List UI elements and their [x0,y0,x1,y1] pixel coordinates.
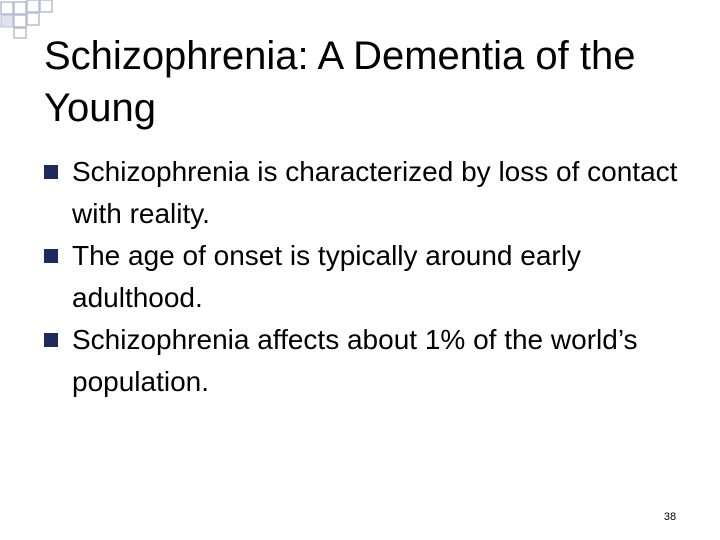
square-bullet-icon [44,165,58,179]
bullet-item [0,319,720,403]
bullet-list [0,151,720,403]
bullet-text: Schizophrenia is characterized by loss of contact with reality. [72,156,678,229]
square-bullet-icon [44,249,58,263]
slide-title: Schizophrenia: A Dementia of the Young [44,34,636,130]
bullet-item [0,235,720,319]
bullet-text: Schizophrenia affects about 1% of the world’s population. [72,324,638,397]
bullet-item [0,151,720,235]
page-number: 38 [663,511,677,523]
square-bullet-icon [44,333,58,347]
bullet-text: The age of onset is typically around early adulthood. [72,240,581,313]
